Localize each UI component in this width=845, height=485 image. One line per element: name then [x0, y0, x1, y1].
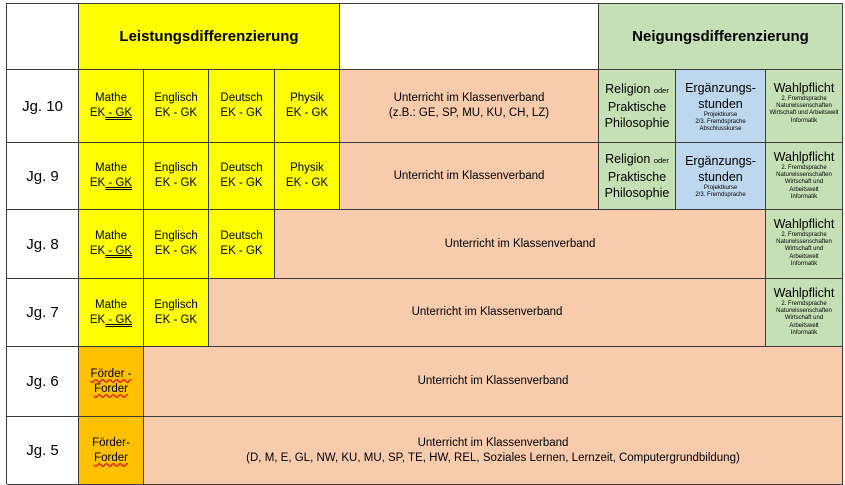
year-label-9: [7, 143, 79, 210]
ek-gk: EK - GK: [220, 107, 263, 119]
wahlpflicht-item: Wirtschaft und: [784, 179, 824, 186]
wahlpflicht-item: Informatik: [790, 329, 818, 336]
gk: GK: [115, 313, 133, 326]
dash: -: [105, 177, 116, 189]
gk: GK: [115, 177, 133, 189]
cell-klassenverband-6: [144, 347, 843, 417]
year-label-7: [7, 279, 79, 347]
year-text: Jg. 6: [26, 373, 59, 390]
dash: -: [105, 313, 116, 326]
corner-cell: [7, 4, 79, 70]
wahlpflicht-item: 2. Fremdsprache: [781, 96, 827, 102]
dash: -: [105, 107, 116, 119]
gk-text: [105, 314, 132, 326]
wahlpflicht-item: Wirtschaft und Arbeitswelt: [769, 110, 839, 117]
cell-klassenverband-9: [340, 143, 599, 210]
ek-gk: EK - GK: [285, 107, 329, 119]
cell-wahlpflicht-9: [766, 143, 843, 210]
ergaenzung-small: Projektkurse: [703, 184, 738, 191]
wahlpflicht-item: Arbeitswelt: [789, 253, 819, 260]
wahlpflicht-item: Informatik: [790, 193, 818, 200]
wahlpflicht-item: 2. Fremdsprache: [781, 165, 827, 171]
foerder-line1: Förder -: [90, 367, 132, 380]
ek-gk: EK - GK: [154, 313, 198, 326]
mathe-ek-gk: [90, 106, 132, 121]
subject-physik: Physik: [290, 92, 324, 104]
klassenverband-label: Unterricht im Klassenverband: [411, 306, 563, 318]
foerder-line1: Förder-: [92, 436, 130, 449]
cell-englisch-10: [144, 70, 209, 143]
ek-text: EK: [89, 313, 106, 326]
ek-text: EK: [89, 107, 106, 119]
gk-text: [105, 245, 132, 257]
ergaenzung-line1: Ergänzungs-: [685, 81, 756, 95]
ek-text: EK: [89, 177, 106, 189]
cell-wahlpflicht-8: [766, 210, 843, 279]
philosophie-word: Philosophie: [604, 186, 670, 200]
wahlpflicht-item: Arbeitswelt: [789, 322, 819, 329]
year-label-10: [7, 70, 79, 143]
header-empty: [340, 4, 599, 70]
year-text: Jg. 7: [26, 304, 59, 321]
klassenverband-label: Unterricht im Klassenverband: [444, 237, 596, 250]
subject-mathe: Mathe: [95, 162, 127, 174]
year-label-6: [7, 347, 79, 417]
header-neigung-label: Neigungsdifferenzierung: [632, 28, 809, 45]
foerder-line2: Forder: [94, 451, 128, 464]
cell-klassenverband-7: [209, 279, 766, 347]
gk: GK: [115, 245, 133, 257]
klassenverband-detail: (z.B.: GE, SP, MU, KU, CH, LZ): [388, 107, 550, 119]
ergaenzung-small: Abschlusskurse: [699, 126, 742, 133]
praktische-word: Praktische: [607, 100, 667, 114]
subject-englisch: Englisch: [154, 230, 198, 242]
oder-word: oder: [653, 86, 669, 95]
subject-deutsch: Deutsch: [220, 92, 263, 104]
cell-ergaenzung-9: [676, 143, 766, 210]
wahlpflicht-title: Wahlpflicht: [773, 150, 835, 164]
mathe-ek-gk: [90, 244, 132, 259]
ek-gk: EK - GK: [220, 245, 263, 257]
header-leistungsdifferenzierung: [79, 4, 340, 70]
cell-klassenverband-5: [144, 417, 843, 485]
year-label-5: [7, 417, 79, 485]
cell-mathe-10: [79, 70, 144, 143]
cell-religion-10: [599, 70, 676, 143]
cell-deutsch-10: [209, 70, 275, 143]
ek-gk: EK - GK: [154, 245, 198, 257]
wahlpflicht-item: Informatik: [790, 117, 818, 124]
cell-klassenverband-10: [340, 70, 599, 143]
gk: GK: [115, 107, 133, 119]
gk-text: [105, 107, 132, 119]
cell-mathe-9: [79, 143, 144, 210]
wahlpflicht-item: Naturwissenschaften: [776, 239, 832, 246]
klassenverband-label: Unterricht im Klassenverband: [393, 169, 545, 182]
subject-mathe: Mathe: [95, 92, 127, 104]
header-neigungsdifferenzierung: [599, 4, 843, 70]
wahlpflicht-item: 2. Fremdsprache: [781, 232, 827, 238]
subject-englisch: Englisch: [154, 92, 198, 104]
wahlpflicht-item: Informatik: [790, 260, 818, 267]
ek-gk: EK - GK: [285, 177, 329, 189]
subject-mathe: Mathe: [95, 298, 127, 311]
year-text: Jg. 10: [22, 97, 63, 115]
wahlpflicht-title: Wahlpflicht: [773, 81, 835, 95]
year-text: Jg. 5: [26, 442, 59, 459]
ergaenzung-line2: stunden: [698, 169, 743, 184]
ergaenzung-small: Projektkurse: [703, 112, 738, 118]
cell-physik-9: [275, 143, 340, 210]
mathe-ek-gk: [90, 313, 132, 328]
cell-englisch-7: [144, 279, 209, 347]
religion-line1: [605, 151, 669, 169]
ergaenzung-small: 2/3. Fremdsprache: [695, 192, 746, 198]
wahlpflicht-item: Arbeitswelt: [789, 186, 819, 193]
klassenverband-detail: (D, M, E, GL, NW, KU, MU, SP, TE, HW, REL, Soziales Lernen, Lernzeit, Computergrundbildung): [246, 451, 740, 464]
klassenverband-label: Unterricht im Klassenverband: [393, 92, 545, 104]
cell-religion-9: [599, 143, 676, 210]
subject-deutsch: Deutsch: [220, 162, 263, 174]
year-text: Jg. 9: [26, 167, 59, 185]
mathe-ek-gk: [90, 176, 132, 191]
ek-gk: EK - GK: [220, 177, 263, 189]
cell-deutsch-9: [209, 143, 275, 210]
subject-englisch: Englisch: [154, 162, 198, 174]
wahlpflicht-item: Wirtschaft und: [784, 246, 824, 253]
subject-englisch: Englisch: [154, 298, 198, 311]
klassenverband-label: Unterricht im Klassenverband: [417, 436, 569, 449]
dash: -: [105, 245, 116, 257]
year-label-8: [7, 210, 79, 279]
subject-physik: Physik: [290, 162, 324, 174]
religion-line1: [605, 81, 669, 99]
philosophie-word: Philosophie: [604, 116, 670, 130]
cell-mathe-8: [79, 210, 144, 279]
foerder-line2: Forder: [94, 382, 128, 395]
subject-deutsch: Deutsch: [220, 230, 263, 242]
klassenverband-label: Unterricht im Klassenverband: [417, 375, 569, 387]
wahlpflicht-title: Wahlpflicht: [773, 217, 835, 231]
cell-ergaenzung-10: [676, 70, 766, 143]
cell-foerder-6: [79, 347, 144, 417]
wahlpflicht-item: Naturwissenschaften: [776, 103, 832, 110]
cell-physik-10: [275, 70, 340, 143]
cell-englisch-8: [144, 210, 209, 279]
cell-mathe-7: [79, 279, 144, 347]
subject-mathe: Mathe: [95, 230, 127, 242]
cell-foerder-5: [79, 417, 144, 485]
ergaenzung-small: 2/3. Fremdsprache: [695, 119, 746, 126]
wahlpflicht-item: Naturwissenschaften: [776, 308, 832, 315]
ergaenzung-line2: stunden: [698, 97, 743, 111]
religion-word: Religion: [605, 152, 651, 166]
ek-text: EK: [89, 245, 106, 257]
cell-englisch-9: [144, 143, 209, 210]
religion-word: Religion: [605, 82, 651, 96]
cell-deutsch-8: [209, 210, 275, 279]
ek-gk: EK - GK: [154, 177, 198, 189]
cell-wahlpflicht-10: [766, 70, 843, 143]
year-text: Jg. 8: [26, 235, 59, 253]
wahlpflicht-item: 2. Fremdsprache: [781, 301, 827, 307]
oder-word: oder: [653, 156, 669, 165]
wahlpflicht-item: Wirtschaft und: [784, 315, 824, 322]
differenzierung-table: [6, 3, 843, 484]
ergaenzung-line1: Ergänzungs-: [685, 153, 756, 168]
gk-text: [105, 177, 132, 189]
ek-gk: EK - GK: [154, 107, 198, 119]
praktische-word: Praktische: [607, 170, 667, 184]
wahlpflicht-item: Naturwissenschaften: [776, 172, 832, 179]
cell-klassenverband-8: [275, 210, 766, 279]
cell-wahlpflicht-7: [766, 279, 843, 347]
header-leistung-label: Leistungsdifferenzierung: [119, 28, 299, 45]
wahlpflicht-title: Wahlpflicht: [773, 286, 835, 300]
